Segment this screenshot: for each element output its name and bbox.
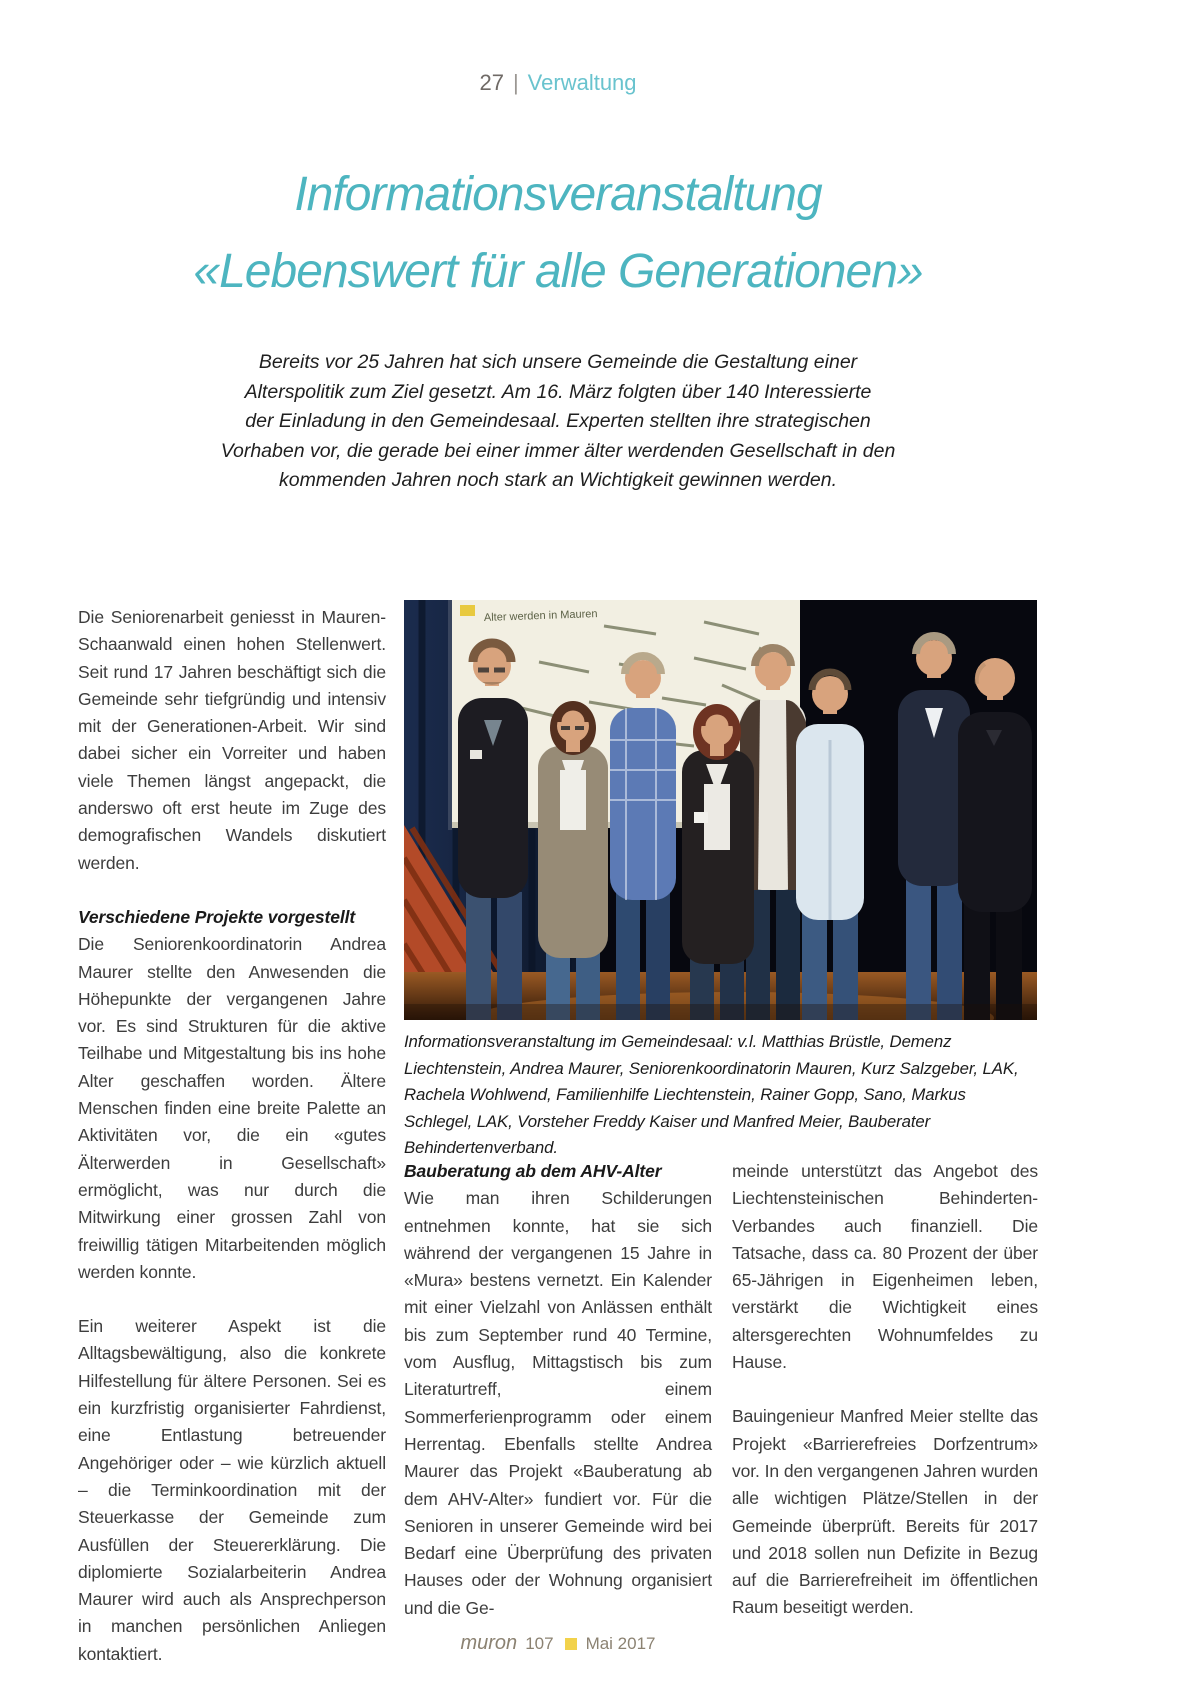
lead-line: Alterspolitik zum Ziel gesetzt. Am 16. März folgten über 140 Interessierte — [244, 380, 872, 403]
body-paragraph: Bauingenieur Manfred Meier stellte das Projekt «Barrierefreies Dorfzentrum» vor. In den vergangenen Jahren wurden alle wichtigen Plätze/Stellen in der Gemeinde überprüft. Bereits für 2017 und 2018 sollen nun Defizite in Bezug auf die Barrierefreiheit im öffentlichen Raum beseitigt werden. — [732, 1406, 1038, 1618]
right-text-column — [732, 1158, 1038, 1649]
subheading-bauberatung: Bauberatung ab dem AHV-Alter — [404, 1161, 662, 1181]
screen-edge — [448, 600, 452, 830]
body-paragraph: Die Seniorenarbeit geniesst in Mauren-Schaanwald einen hohen Stellenwert. Seit rund 17 Jahren beschäftigt sich die Gemeinde sehr tiefgründig und intensiv mit der Generationen-Arbeit. Wir sind dabei sicher ein Vorreiter und haben viele Themen längst angepackt, die anderswo oft erst heute im Zuge des demografischen Wandels diskutiert werden. — [78, 607, 386, 873]
issue-number: 107 — [525, 1634, 554, 1653]
header-separator: | — [512, 70, 519, 95]
lead-line: Bereits vor 25 Jahren hat sich unsere Gemeinde die Gestaltung einer — [258, 351, 858, 373]
left-text-column — [78, 604, 386, 1695]
event-photo — [404, 600, 1037, 1020]
slide-logo — [460, 605, 475, 616]
page-header — [78, 70, 1038, 96]
body-paragraph: Ein weiterer Aspekt ist die Alltagsbewältigung, also die konkrete Hilfestellung für ältere Personen. Sei es ein kurzfristig organisierter Fahrdienst, eine Entlastung betreuender Angehöriger oder – wie kürzlich aktuell – die Terminkoordination mit der Steuerkasse der Gemeinde zum Ausfüllen der Steuererklärung. Die diplomierte Sozialarbeiterin Andrea Maurer wird auch als Ansprechperson in manchen persönlichen Anliegen kontaktiert. — [78, 1316, 386, 1664]
middle-text-column — [404, 1158, 712, 1649]
lead-line: Vorhaben vor, die gerade bei einer immer älter werdenden Gesellschaft in den — [220, 439, 896, 462]
lead-line: der Einladung in den Gemeindesaal. Experten stellten ihre strategischen — [245, 410, 871, 432]
article-title-line1: Informationsveranstaltung — [294, 168, 822, 221]
event-photo-figure — [404, 600, 1037, 1162]
page-footer — [78, 1632, 1038, 1655]
magazine-name: muron — [460, 1632, 518, 1654]
body-paragraph: Wie man ihren Schilderungen entnehmen konnte, hat sie sich während der vergangenen 15 Jahre in «Mura» bestens vernetzt. Ein Kalender mit einer Vielzahl von Anlässen enthält bis zum September rund 40 Termine, vom Ausflug, Mittagstisch bis zum Literaturtreff, einem Sommerferienprogramm oder einem Herrentag. Ebenfalls stellte Andrea Maurer das Projekt «Bauberatung ab dem AHV-Alter» fundiert vor. Für die Senioren in unserer Gemeinde wird bei Bedarf eine Überprüfung des privaten Hauses oder der Wohnung organisiert und die Ge- — [404, 1188, 712, 1618]
article-lead — [78, 348, 1038, 496]
issue-date: Mai 2017 — [585, 1634, 656, 1653]
footer-square-icon — [565, 1638, 577, 1650]
subheading-projects: Verschiedene Projekte vorgestellt — [78, 906, 356, 927]
photo-caption: Informationsveranstaltung im Gemeindesaal: v.l. Matthias Brüstle, Demenz Liechtenstein, Andrea Maurer, Seniorenkoordinatorin Mauren, Kurz Salzgeber, LAK, Rachela Wohlwend, Familienhilfe Liechtenstein, Rainer Gopp, Sano, Markus Schlegel, LAK, Vorsteher Freddy Kaiser und Manfred Meier, Bauberater Behindertenverband. — [404, 1032, 1019, 1157]
page-number: 27 — [479, 70, 504, 95]
section-label: Verwaltung — [527, 70, 637, 95]
floor-shadow — [404, 1004, 1037, 1020]
slide-title-text: Alter werden in Mauren — [483, 608, 598, 624]
body-paragraph: meinde unterstützt das Angebot des Liechtensteinischen Behinderten-Verbandes auch finanziell. Die Tatsache, dass ca. 80 Prozent der über 65-Jährigen in Eigenheimen leben, verstärkt die Wichtigkeit eines altersgerechten Wohnumfeldes zu Hause. — [732, 1161, 1038, 1373]
body-paragraph: Die Seniorenkoordinatorin Andrea Maurer stellte den Anwesenden die Höhepunkte der vergangenen Jahre vor. Es sind Strukturen für die aktive Teilhabe und Mitgestaltung bis ins hohe Alter geschaffen worden. Ältere Menschen finden eine breite Palette an Aktivitäten vor, die ein «gutes Älterwerden in Gesellschaft» ermöglicht, was nur durch die Mitwirkung einer grossen Zahl von freiwillig tätigen Mitarbeitenden möglich werden konnte. — [78, 934, 386, 1282]
article-title — [78, 156, 1038, 310]
lead-line: kommenden Jahren noch stark an Wichtigkeit gewinnen werden. — [278, 469, 838, 491]
article-title-line2: «Lebenswert für alle Generationen» — [193, 245, 923, 298]
